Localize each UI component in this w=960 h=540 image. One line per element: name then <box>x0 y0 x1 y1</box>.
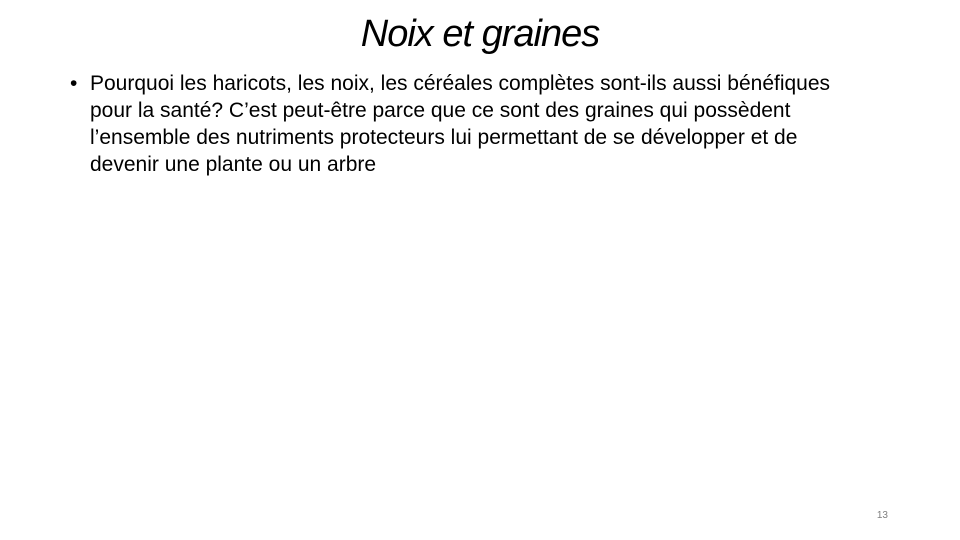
bullet-text: Pourquoi les haricots, les noix, les céréales complètes sont-ils aussi bénéfiques pour la santé? C’est peut-être parce que ce sont des graines qui possèdent l’ensemble des nutriments protecteurs lui permettant de se développer et de devenir une plante ou un arbre <box>90 72 831 176</box>
bullet-list <box>70 70 870 178</box>
slide-number: 13 <box>876 510 888 521</box>
bullet-marker: • <box>70 72 78 95</box>
slide-title: Noix et graines <box>360 13 600 55</box>
bullet-item <box>70 70 870 178</box>
